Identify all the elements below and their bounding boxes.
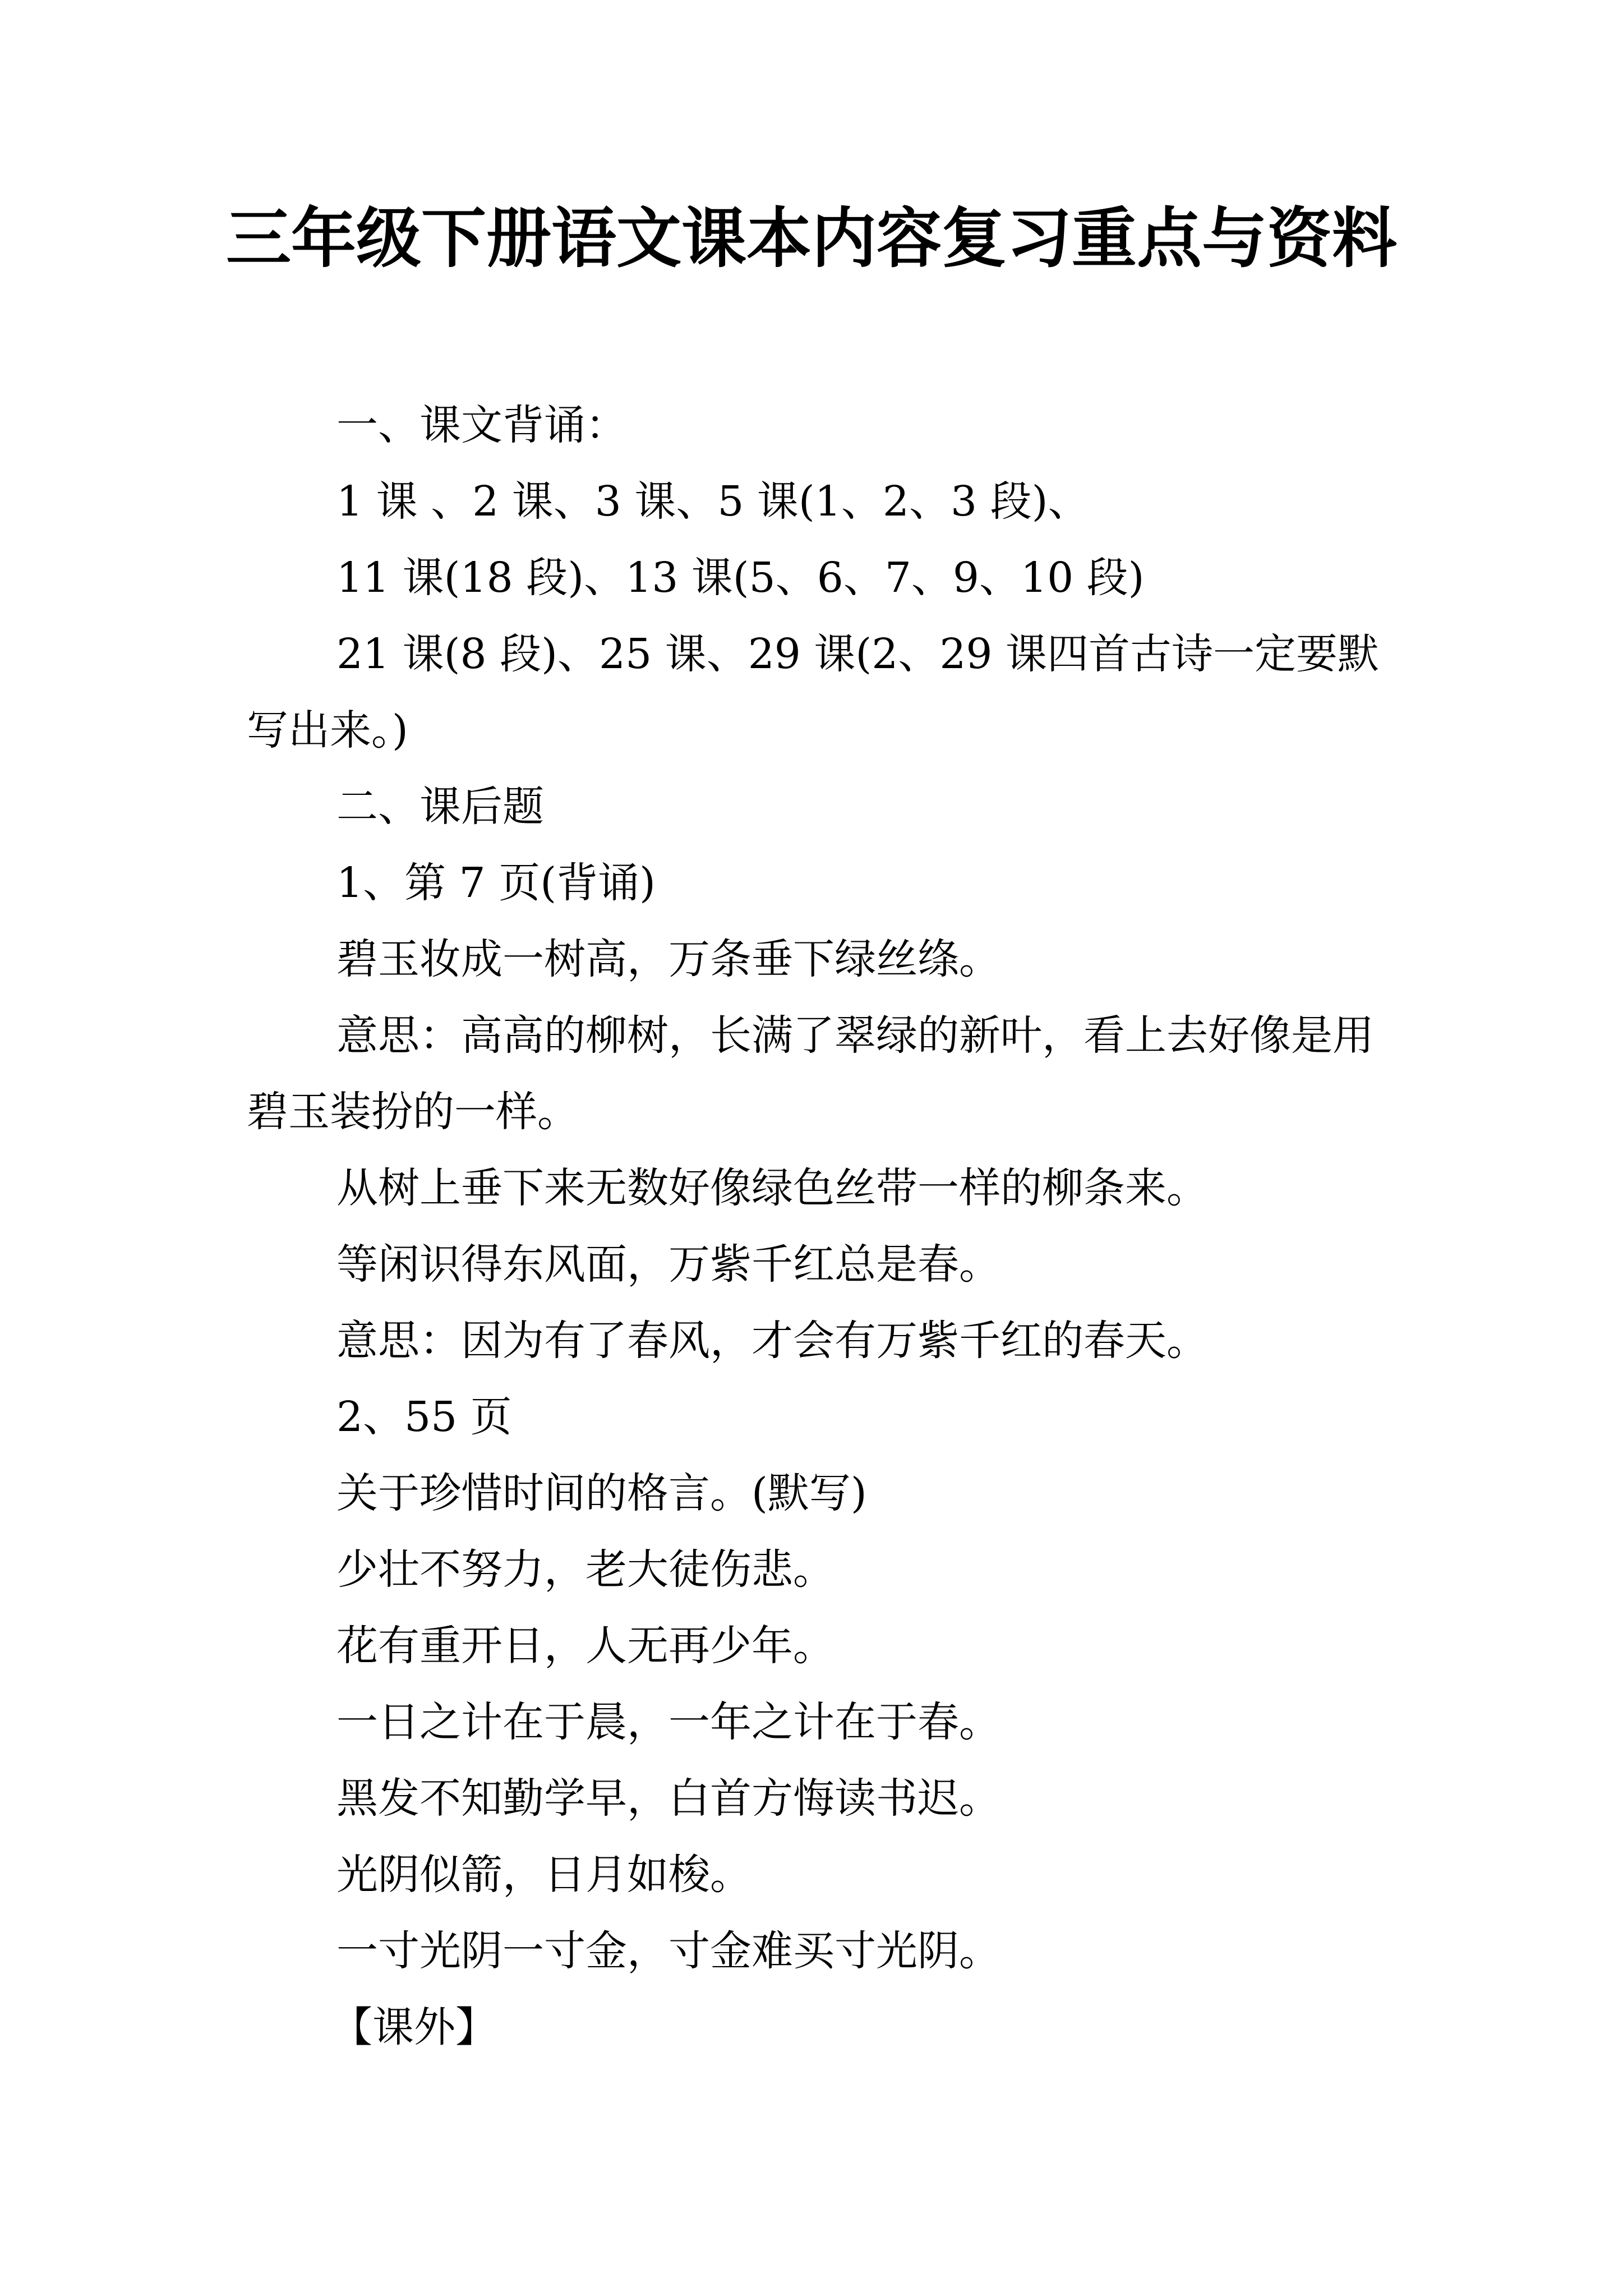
meaning-paragraph: 意思：因为有了春风，才会有万紫千红的春天。 [336, 1317, 1208, 1365]
paragraph: 11 课(18 段)、13 课(5、6、7、9、10 段) [336, 554, 1145, 602]
proverb-line: 光阴似箭，日月如梭。 [336, 1851, 751, 1899]
paragraph: 2、55 页 [336, 1393, 512, 1441]
proverb-line: 少壮不努力，老大徒伤悲。 [336, 1545, 834, 1594]
meaning-paragraph: 意思：高高的柳树，长满了翠绿的新叶，看上去好像是用碧玉装扮的一样。 [247, 1011, 1374, 1136]
poem-line: 碧玉妆成一树高，万条垂下绿丝绦。 [336, 935, 1000, 983]
section-heading-exercises: 二、课后题 [336, 783, 544, 831]
paragraph: 1、第 7 页(背诵) [336, 859, 656, 907]
paragraph: 关于珍惜时间的格言。(默写) [336, 1469, 867, 1517]
proverb-line: 花有重开日，人无再少年。 [336, 1622, 834, 1670]
document-title: 三年级下册语文课本内容复习重点与资料 [226, 200, 1397, 277]
document-body [247, 387, 1385, 2065]
proverb-line: 黑发不知勤学早，白首方悔读书迟。 [336, 1774, 1000, 1823]
section-heading-recitation: 一、课文背诵： [336, 401, 627, 449]
paragraph: 21 课(8 段)、25 课、29 课(2、29 课四首古诗一定要默写出来。) [247, 630, 1380, 754]
poem-line: 等闲识得东风面，万紫千红总是春。 [336, 1240, 1000, 1289]
paragraph: 从树上垂下来无数好像绿色丝带一样的柳条来。 [336, 1164, 1208, 1212]
proverb-line: 一日之计在于晨，一年之计在于春。 [336, 1698, 1000, 1746]
paragraph: 1 课 、2 课、3 课、5 课(1、2、3 段)、 [336, 477, 1090, 526]
section-heading-extracurricular: 【课外】 [331, 2003, 497, 2051]
proverb-line: 一寸光阴一寸金，寸金难买寸光阴。 [336, 1927, 1000, 1975]
